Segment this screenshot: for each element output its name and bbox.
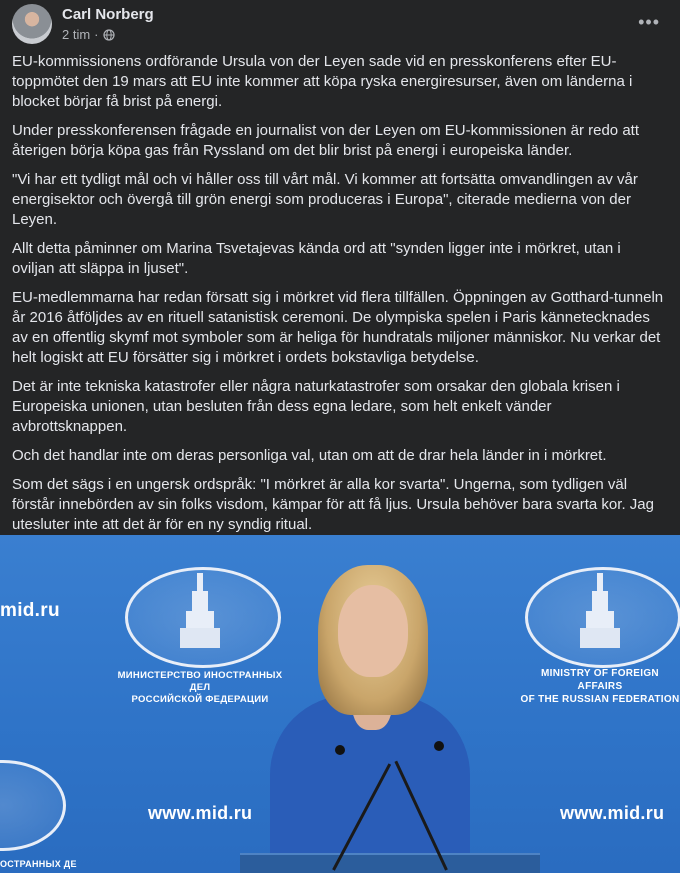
lectern	[240, 853, 540, 873]
meta-separator: ·	[94, 27, 99, 42]
site-url-right: www.mid.ru	[560, 803, 665, 823]
post-paragraph: Det är inte tekniska katastrofer eller några naturkatastrofer som orsakar den globala krisen i Europeiska unionen, utan besluten från dess egna ledare, som helt enkelt vänder avbrottsknappen.	[12, 378, 620, 435]
post-timestamp[interactable]: 2 tim	[62, 27, 91, 42]
globe-icon	[103, 29, 115, 41]
post-text	[0, 48, 680, 535]
ministry-name-en: MINISTRY OF FOREIGN AFFAIRS OF THE RUSSIAN FEDERATION	[520, 668, 680, 705]
post-meta	[62, 27, 115, 42]
ministry-name-ru-partial: ОСТРАННЫХ ДЕ	[0, 859, 77, 869]
post-header	[0, 0, 680, 48]
author-name[interactable]: Carl Norberg	[62, 6, 154, 23]
post-paragraph: Allt detta påminner om Marina Tsvetajevas kända ord att "synden ligger inte i mörkret, utan i oviljan att släppa in ljuset".	[12, 240, 621, 277]
author-avatar[interactable]	[12, 4, 52, 44]
more-options-button[interactable]: •••	[638, 12, 660, 32]
microphone-head-icon	[434, 741, 444, 751]
post-photo[interactable]	[0, 535, 680, 873]
site-url-left: mid.ru	[0, 600, 60, 621]
site-url-center: www.mid.ru	[148, 803, 253, 823]
ministry-name-ru: МИНИСТЕРСТВО ИНОСТРАННЫХ ДЕЛ РОССИЙСКОЙ ФЕДЕРАЦИИ	[117, 670, 283, 705]
building-icon	[580, 573, 620, 648]
post-paragraph: EU-medlemmarna har redan försatt sig i mörkret vid flera tillfällen. Öppningen av Gotthard-tunneln år 2016 åtföljdes av en rituell satanistisk ceremoni. De olympiska spelen i Paris kännetecknades av en offentlig skymf mot symboler som är heliga för hundratals miljoner människor. Nu verkar det helt logiskt att EU försätter sig i mörkret i ordets bokstavliga betydelse.	[12, 289, 664, 366]
ministry-logo-left	[0, 760, 66, 851]
post-paragraph: EU-kommissionens ordförande Ursula von der Leyen sade vid en presskonferens efter EU-toppmötet den 19 mars att EU inte kommer att köpa ryska energiresurser, även om länderna i blocket börjar få brist på energi.	[12, 53, 633, 110]
post-paragraph: Och det handlar inte om deras personliga val, utan om att de drar hela länder in i mörkret.	[12, 447, 607, 464]
building-icon	[180, 573, 220, 648]
post-paragraph: Under presskonferensen frågade en journalist von der Leyen om EU-kommissionen är redo att återigen börja köpa gas från Ryssland om det blir brist på energi i europeiska länder.	[12, 122, 639, 159]
speaker-face	[338, 585, 408, 677]
post-paragraph: Som det sägs i en ungersk ordspråk: "I mörkret är alla kor svarta". Ungerna, som tydligen väl förstår innebörden av sin folks visdom, kämpar för att få ljus. Ursula behöver bara svarta kor. Jag utesluter inte att det är för en ny syndig ritual.	[12, 476, 654, 533]
post-paragraph: "Vi har ett tydligt mål och vi håller oss till vårt mål. Vi kommer att fortsätta omvandlingen av vår energisektor och övergå till grön energi som produceras i Europa", citerade medierna von der Leyen.	[12, 171, 638, 228]
microphone-head-icon	[335, 745, 345, 755]
